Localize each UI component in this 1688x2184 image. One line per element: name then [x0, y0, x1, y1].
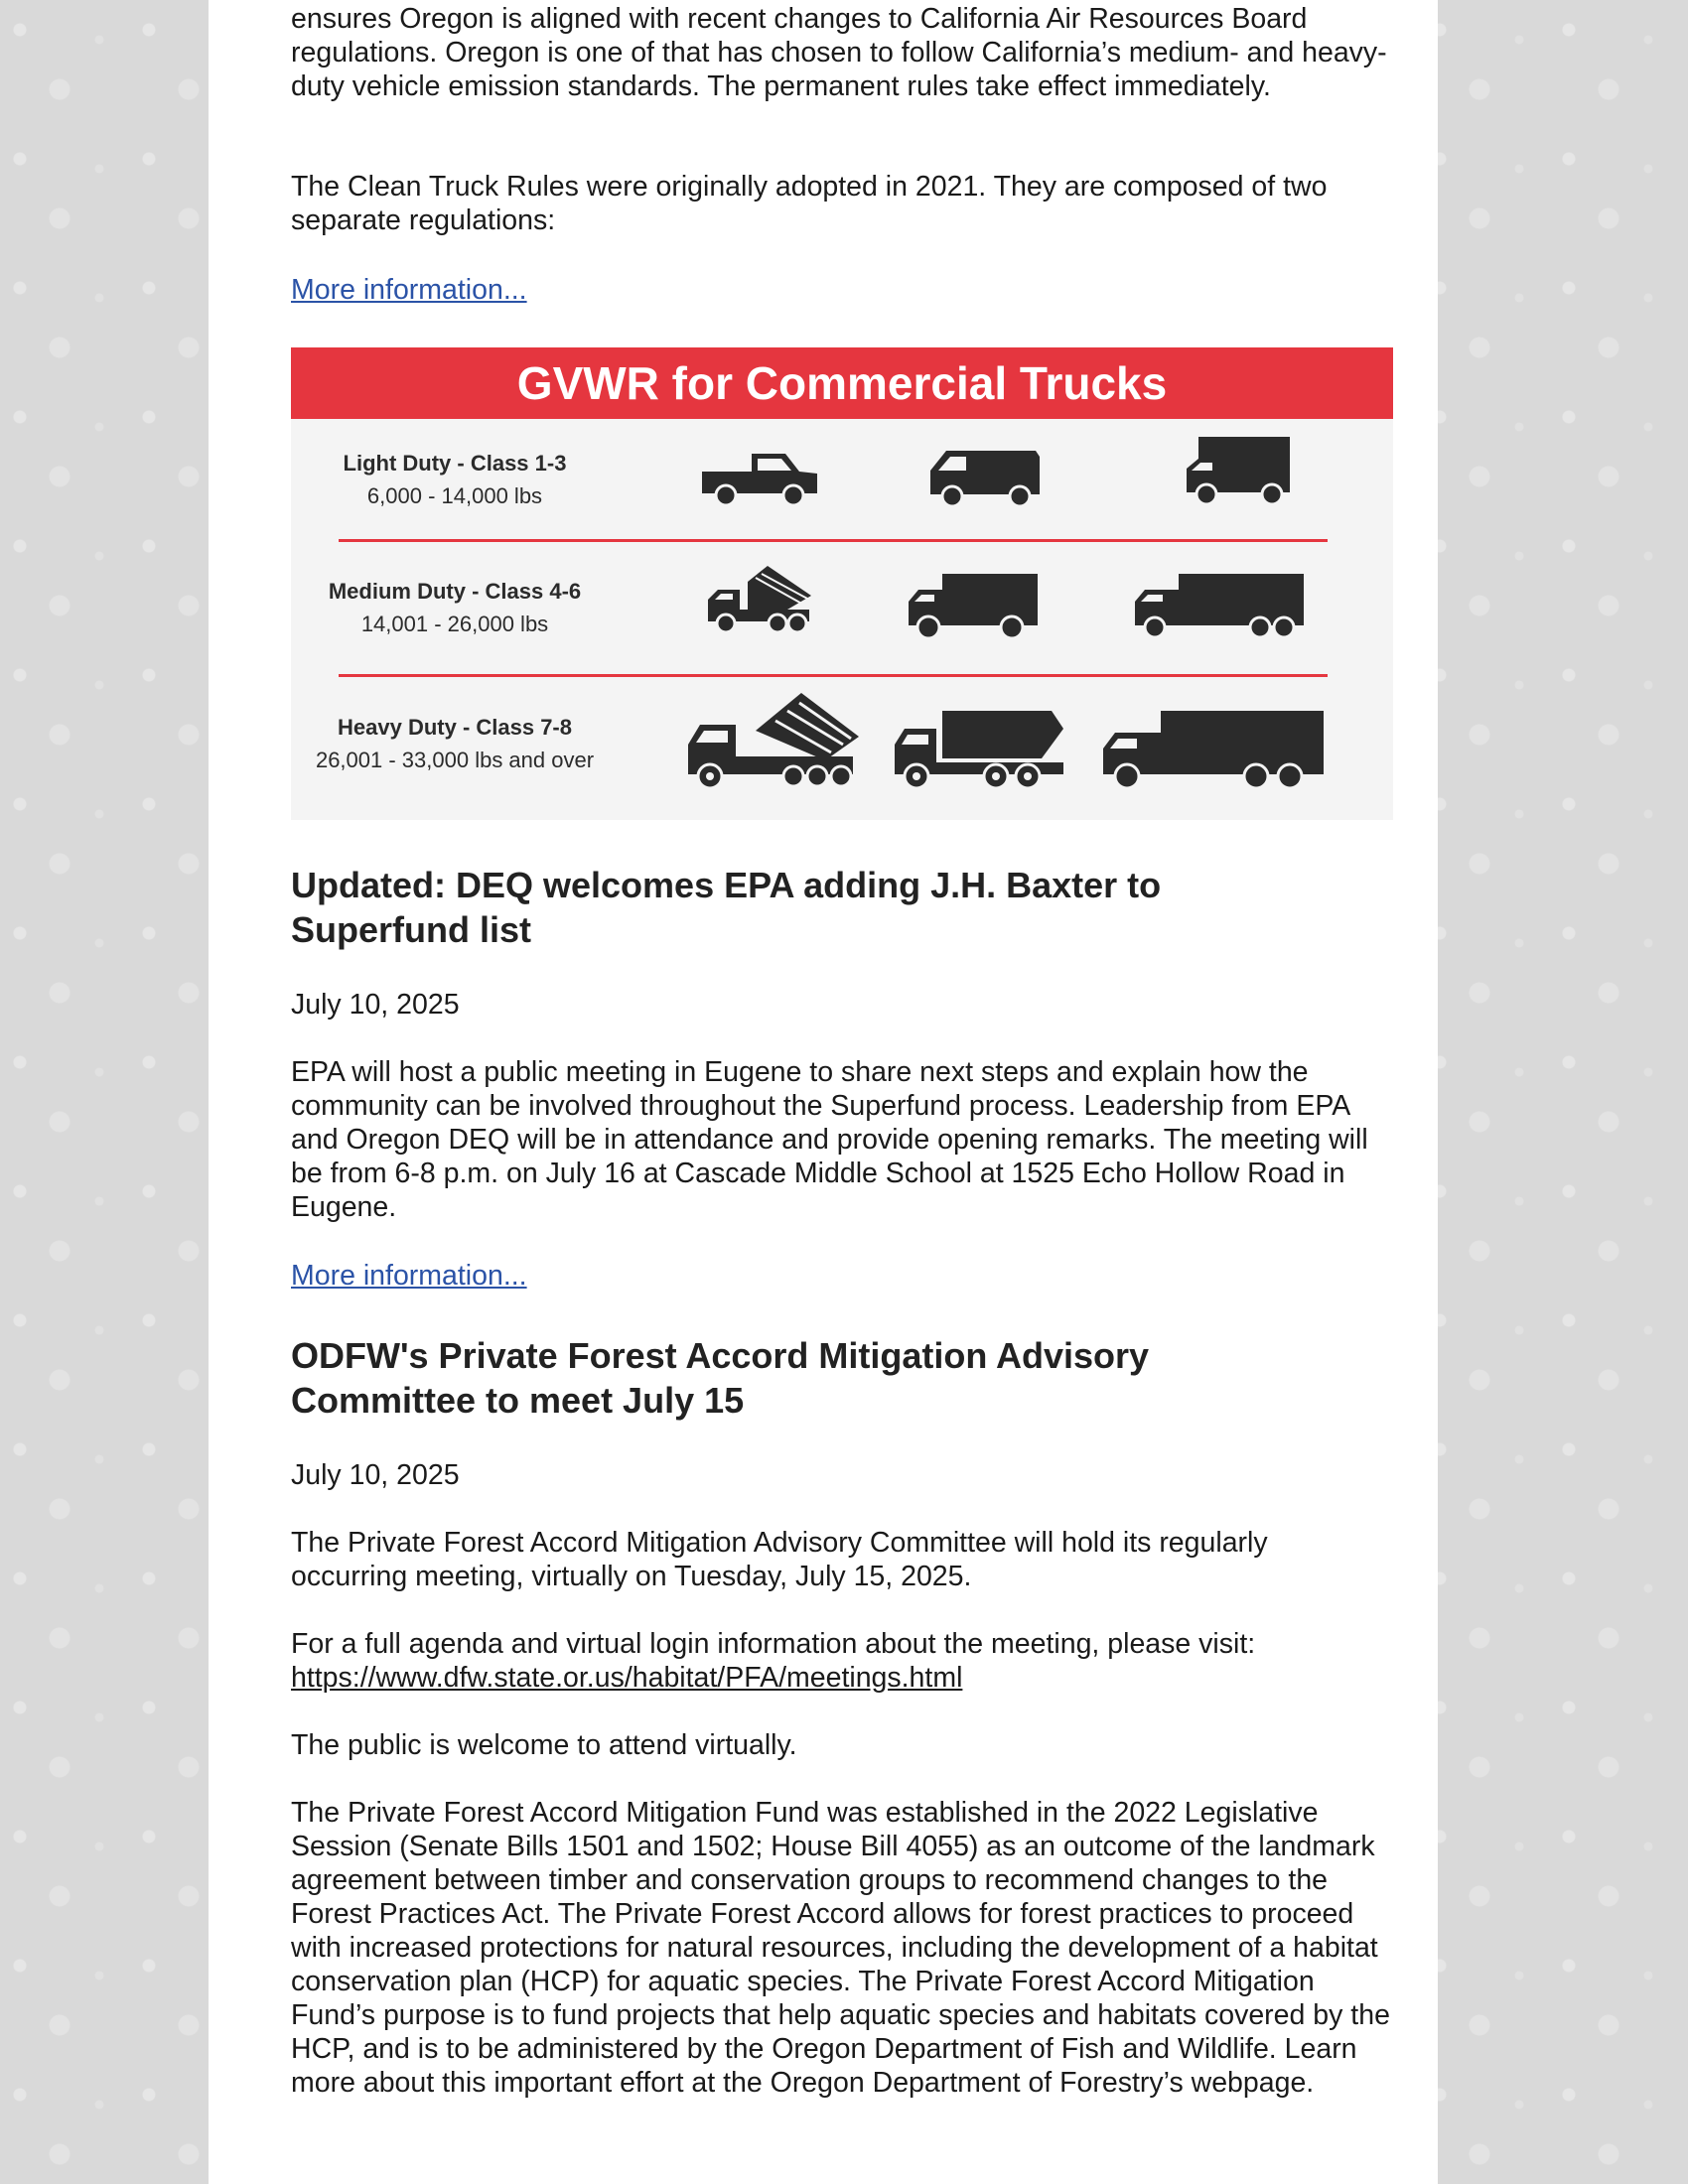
intro-paragraph-1: ensures Oregon is aligned with recent changes to California Air Resources Board regulations. Oregon is one of that has chosen to follow California’s medium- and heavy-duty vehicle emission standards. The permanent rules take effect immediately. — [291, 3, 1387, 102]
dump-truck-icon — [893, 709, 1065, 794]
article-2-paragraph-2 — [291, 1627, 1284, 1695]
box-van-icon — [1183, 435, 1294, 508]
article-2-title: ODFW's Private Forest Accord Mitigation Advisory Committee to meet July 15 — [291, 1335, 1150, 1421]
light-duty-label — [291, 447, 619, 512]
superfund-more-info-link[interactable]: More information... — [291, 1260, 527, 1292]
article-2-date: July 10, 2025 — [291, 1459, 460, 1491]
clean-truck-more-info-link[interactable]: More information... — [291, 274, 527, 306]
tipper-truck-icon — [684, 691, 861, 794]
medium-duty-label — [291, 575, 619, 640]
gvwr-infographic — [291, 347, 1393, 820]
medium-duty-weight: 14,001 - 26,000 lbs — [360, 612, 549, 636]
row-divider-1 — [339, 539, 1328, 542]
light-duty-weight: 6,000 - 14,000 lbs — [366, 483, 543, 508]
heavy-duty-class: Heavy Duty - Class 7-8 — [338, 715, 572, 740]
pickup-truck-icon — [696, 450, 821, 507]
article-2-paragraph-3: The public is welcome to attend virtually. — [291, 1729, 797, 1761]
row-divider-2 — [339, 674, 1328, 677]
meeting-info-text: For a full agenda and virtual login information about the meeting, please visit: — [291, 1628, 1256, 1660]
small-dump-truck-icon — [706, 562, 815, 639]
intro-paragraph-2: The Clean Truck Rules were originally adopted in 2021. They are composed of two separate regulations: — [291, 171, 1328, 236]
newsletter-sheet — [209, 0, 1438, 2184]
box-truck-icon — [907, 572, 1040, 641]
article-1-body: EPA will host a public meeting in Eugene to share next steps and explain how the community can be involved throughout the Superfund process. Leadership from EPA and Oregon DEQ will be in attendance and provide opening remarks. The meeting will be from 6-8 p.m. on July 16 at Cascade Middle School at 1525 Echo Hollow Road in Eugene. — [291, 1056, 1368, 1223]
light-duty-class: Light Duty - Class 1-3 — [343, 451, 567, 476]
article-1-title: Updated: DEQ welcomes EPA adding J.H. Baxter to Superfund list — [291, 865, 1162, 950]
large-box-truck-icon — [1133, 572, 1306, 641]
heavy-duty-label — [291, 711, 619, 776]
article-2-paragraph-4: The Private Forest Accord Mitigation Fund was established in the 2022 Legislative Session (Senate Bills 1501 and 1502; House Bill 4055) as an outcome of the landmark agreement between timber and conservation groups to recommend changes to the Forest Practices Act. The Private Forest Accord allows for forest practices to proceed with increased protections for natural resources, including the development of a habitat conservation plan (HCP) for aquatic species. The Private Forest Accord Mitigation Fund’s purpose is to fund projects that help aquatic species and habitats covered by the HCP, and is to be administered by the Oregon Department of Fish and Wildlife. Learn more about this important effort at the Oregon Department of Forestry’s webpage. — [291, 1797, 1390, 2099]
cargo-van-icon — [926, 445, 1044, 510]
pfa-meetings-url-link[interactable]: https://www.dfw.state.or.us/habitat/PFA/meetings.html — [291, 1662, 963, 1694]
article-2-paragraph-1: The Private Forest Accord Mitigation Advisory Committee will hold its regularly occurring meeting, virtually on Tuesday, July 15, 2025. — [291, 1527, 1268, 1592]
medium-duty-class: Medium Duty - Class 4-6 — [328, 579, 582, 604]
article-1-date: July 10, 2025 — [291, 989, 460, 1021]
heavy-duty-weight: 26,001 - 33,000 lbs and over — [315, 748, 595, 772]
infographic-title: GVWR for Commercial Trucks — [291, 347, 1393, 419]
semi-box-truck-icon — [1101, 709, 1326, 794]
